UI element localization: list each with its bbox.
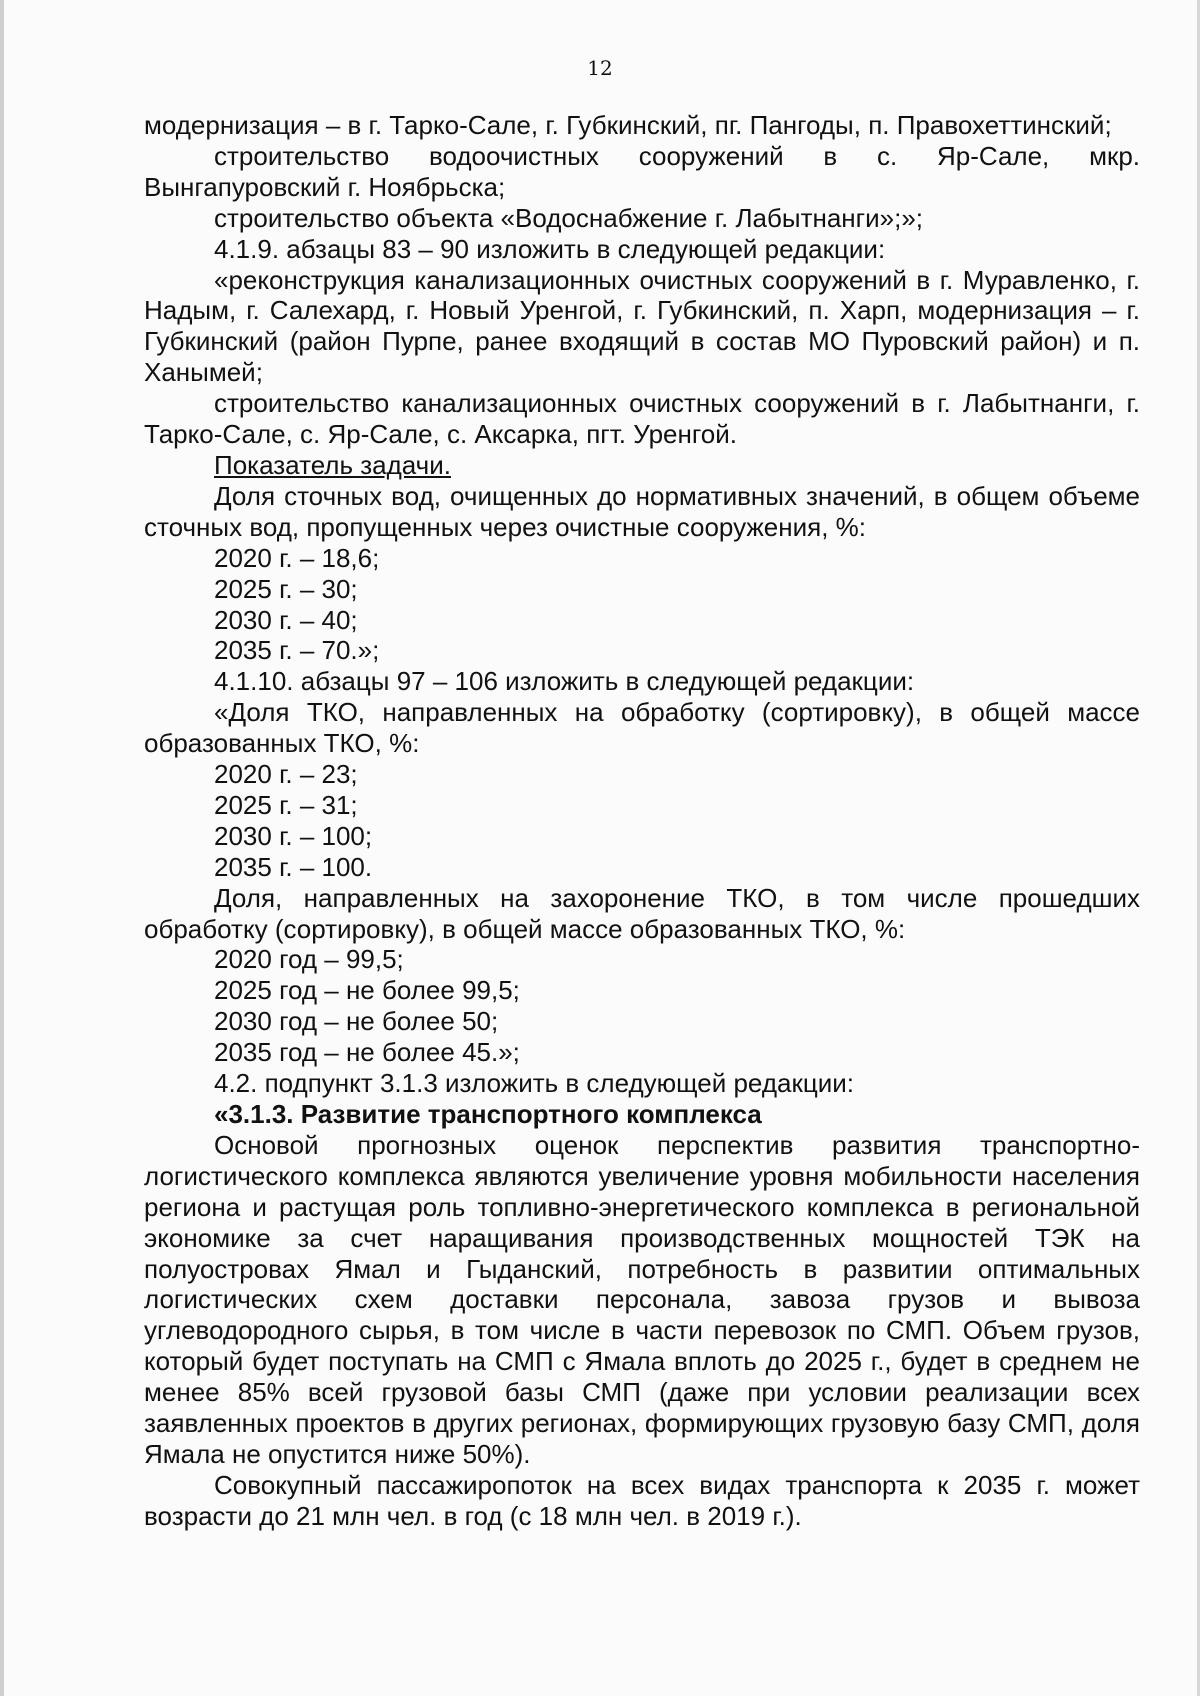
list-item: 2020 год – 99,5; — [214, 944, 404, 975]
scan-edge-left — [0, 0, 4, 1696]
paragraph-sewage-construction: строительство канализационных очистных сооружений в г. Лабытнанги, г. Тарко-Сале, с. Яр-Сале, с. Аксарка, пгт. Уренгой. — [144, 388, 1140, 450]
list-item: 2025 г. – 31; — [214, 789, 358, 820]
list-item: 2035 г. – 70.»; — [214, 635, 380, 666]
paragraph-sewage-reconstruction: «реконструкция канализационных очистных сооружений в г. Муравленко, г. Надым, г. Салехард, г. Новый Уренгой, г. Губкинский, п. Харп, модернизация – г. Губкинский (район Пурпе, ранее входящий в состав МО Пуровский район) и п. Ханымей; — [144, 264, 1140, 388]
page-number: 12 — [587, 56, 613, 80]
list-item: 2030 г. – 100; — [214, 820, 373, 851]
paragraph-water-treatment: строительство водоочистных сооружений в с. Яр-Сале, мкр. Вынгапуровский г. Ноябрьска; — [144, 140, 1140, 202]
heading-task-indicator: Показатель задачи. — [214, 449, 451, 480]
list-item: 2035 г. – 100. — [214, 851, 373, 882]
list-item: 2020 г. – 23; — [214, 759, 358, 790]
paragraph-transport-forecast: Основой прогнозных оценок перспектив развития транспортно-логистического комплекса являются увеличение уровня мобильности населения региона и растущая роль топливно-энергетического комплекса в региональной экономике за счет наращивания производственных мощностей ТЭК на полуостровах Ямал и Гыданский, потребность в развитии оптимальных логистических схем доставки персонала, завоза грузов и вывоза углеводородного сырья, в том числе в части перевозок по СМП. Объем грузов, который будет поступать на СМП с Ямала вплоть до 2025 г., будет в среднем не менее 85% всей грузовой базы СМП (даже при условии реализации всех заявленных проектов в других регионах, формирующих грузовую базу СМП, доля Ямала не опустится ниже 50%). — [144, 1129, 1140, 1469]
paragraph-4-1-10: 4.1.10. абзацы 97 – 106 изложить в следующей редакции: — [214, 666, 915, 697]
paragraph-water-supply: строительство объекта «Водоснабжение г. Лабытнанги»;»; — [214, 202, 924, 233]
paragraph-wastewater-share: Доля сточных вод, очищенных до нормативных значений, в общем объеме сточных вод, пропущенных через очистные сооружения, %: — [144, 480, 1140, 542]
section-heading-transport: «3.1.3. Развитие транспортного комплекса — [214, 1099, 762, 1129]
paragraph-tko-processing-share: «Доля ТКО, направленных на обработку (сортировку), в общей массе образованных ТКО, %: — [144, 697, 1140, 759]
list-item: 2035 год – не более 45.»; — [214, 1037, 520, 1068]
list-item: 2030 год – не более 50; — [214, 1006, 499, 1037]
list-item: 2025 г. – 30; — [214, 573, 358, 604]
document-body — [144, 110, 1140, 1532]
list-item: 2020 г. – 18,6; — [214, 542, 380, 573]
paragraph-modernization: модернизация – в г. Тарко-Сале, г. Губкинский, пг. Пангоды, п. Правохеттинский; — [144, 110, 1112, 140]
list-item: 2025 год – не более 99,5; — [214, 975, 520, 1006]
paragraph-passenger-traffic: Совокупный пассажиропоток на всех видах транспорта к 2035 г. может возрасти до 21 млн чел. в год (с 18 млн чел. в 2019 г.). — [144, 1469, 1140, 1531]
paragraph-tko-landfill-share: Доля, направленных на захоронение ТКО, в том числе прошедших обработку (сортировку), в общей массе образованных ТКО, %: — [144, 882, 1140, 944]
list-item: 2030 г. – 40; — [214, 604, 358, 635]
paragraph-4-1-9: 4.1.9. абзацы 83 – 90 изложить в следующей редакции: — [214, 233, 886, 264]
paragraph-4-2: 4.2. подпункт 3.1.3 изложить в следующей редакции: — [214, 1068, 854, 1099]
